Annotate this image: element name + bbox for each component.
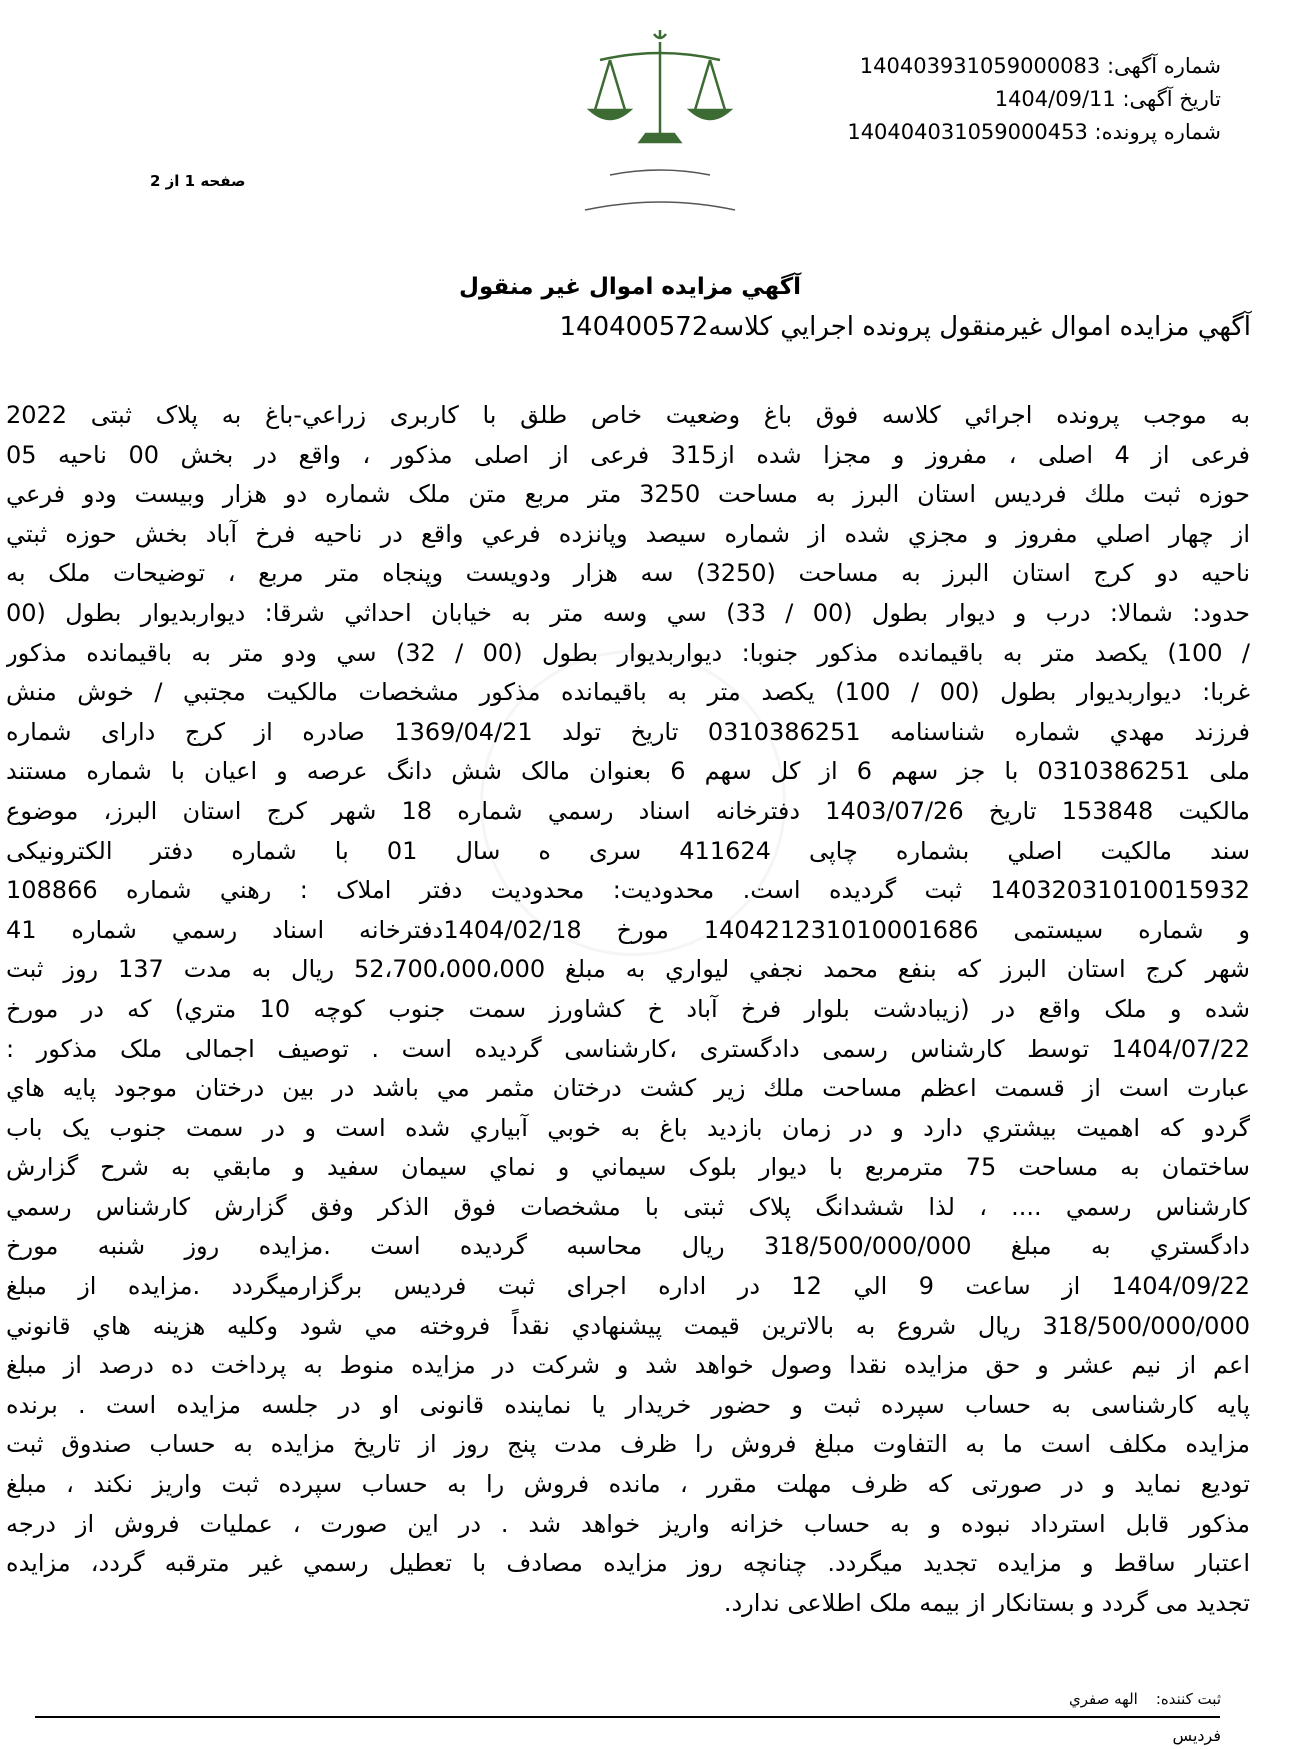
body-line: فرعی از 4 اصلی ، مفروز و مجزا شده از315 فرعی از اصلی مذکور ، واقع در بخش 00 ناحیه 05 xyxy=(6,440,1250,469)
body-line: و شماره سیستمی 140421231010001686 مورخ 1404/02/18دفترخانه اسناد رسمي شماره 41 xyxy=(6,915,1250,944)
body-line: از چهار اصلي مفروز و مجزي شده از شماره سيصد وپانزده فرعي واقع در ناحيه فرخ آباد بخش حوزه ثبتي xyxy=(6,519,1250,548)
body-line: كارشناس رسمي .... ، لذا ششدانگ پلاک ثبتی با مشخصات فوق الذكر وفق گزارش کارشناس رسمي xyxy=(6,1192,1250,1221)
body-line: حدود: شمالا: درب و ديوار بطول (00 / 33) سي وسه متر به خيابان احداثي شرقا: ديواربديوار بطول (00 xyxy=(6,598,1250,627)
body-line: شهر كرج استان البرز كه بنفع محمد نجفي ليواري به مبلغ 52،700،000،000 ريال به مدت 137 روز ثبت xyxy=(6,955,1250,984)
notice-date: 1404/09/11 xyxy=(994,87,1116,111)
body-line: تجديد می گردد و بستانكار از بيمه ملک اطلاعی ندارد. xyxy=(723,1588,1250,1617)
notice-header xyxy=(847,50,1221,149)
body-line: گردو كه اهميت بيشتري دارد و در زمان بازديد باغ به خوبي آبياري شده است و در سمت جنوب یک باب xyxy=(6,1113,1250,1142)
notice-body xyxy=(6,396,1250,1623)
footer-city: فرديس xyxy=(1172,1726,1221,1745)
body-line: عبارت است از قسمت اعظم مساحت ملك زير كشت درختان مثمر مي باشد در بين درختان موجود پايه هاي xyxy=(6,1074,1250,1103)
body-line: غربا: ديواربديوار بطول (00 / 100) يكصد متر به باقيمانده مذكور مشخصات مالكيت مجتبي / خوش منش xyxy=(6,678,1250,707)
judiciary-logo xyxy=(570,20,750,220)
file-number-row xyxy=(847,116,1221,149)
footer-divider xyxy=(35,1716,1220,1718)
notice-date-label: تاریخ آگهی: xyxy=(1122,87,1221,111)
file-number-label: شماره پرونده: xyxy=(1094,120,1221,144)
body-line: 318/500/000/000 ريال شروع به بالاترين قيمت پيشنهادي نقداً فروخته مي شود وكليه هزينه هاي قانوني xyxy=(6,1311,1250,1340)
body-line: 14032031010015932 ثبت گرديده است. محدوديت: محدوديت دفتر املاک : رهني شماره 108866 xyxy=(6,876,1250,905)
body-line: پايه كارشناسی به حساب سپرده ثبت و حضور خريدار يا نماينده قانونی او در جلسه مزايده است . برنده xyxy=(6,1390,1250,1419)
body-line: توديع نمايد و در صورتی كه ظرف مهلت مقرر ، مانده فروش را به حساب سپرده ثبت واريز نكند ، مبلغ xyxy=(6,1470,1250,1499)
body-line: مالكيت 153848 تاريخ 1403/07/26 دفترخانه اسناد رسمي شماره 18 شهر كرج استان البرز، موضوع xyxy=(6,796,1250,825)
body-line: 1404/07/22 توسط كارشناس رسمی دادگستری ،کارشناسی گرديده است . توصيف اجمالی ملک مذکور : xyxy=(6,1034,1250,1063)
notice-number: 14040393105900008​3 xyxy=(859,54,1101,78)
body-line: به موجب پرونده اجرائي كلاسه فوق باغ وضعيت خاص طلق با كاربری زراعي-باغ به پلاک ثبتی 2022 xyxy=(6,401,1250,429)
notice-number-row xyxy=(847,50,1221,83)
body-line: اعم از نيم عشر و حق مزايده نقدا وصول خواهد شد و شرکت در مزايده منوط به پرداخت ده درصد از مبلغ xyxy=(6,1351,1250,1380)
body-line: ناحيه دو كرج استان البرز به مساحت (3250) سه هزار ودويست وپنجاه متر مربع ، توضيحات ملک به xyxy=(6,559,1250,588)
notice-number-label: شماره آگهی: xyxy=(1106,54,1221,78)
body-line: شده و ملک واقع در (زيبادشت بلوار فرخ آباد خ كشاورز سمت جنوب كوچه 10 متري) كه در مورخ xyxy=(6,994,1250,1023)
registrar-name: الهه صفري xyxy=(1069,1690,1138,1708)
body-line: اعتبار ساقط و مزايده تجديد ميگردد. چنانچه روز مزايده مصادف با تعطيل رسمي غير مترقبه گردد، مزايده xyxy=(6,1549,1250,1578)
file-number: 140404031059000453 xyxy=(847,120,1088,144)
notice-date-row xyxy=(847,83,1221,116)
body-line: فرزند مهدي شماره شناسنامه 0310386251 تاريخ تولد 1369/04/21 صادره از کرج دارای شماره xyxy=(6,717,1250,746)
registrar-label: ثبت کننده: xyxy=(1155,1690,1221,1708)
body-line: ساختمان به مساحت 75 مترمربع با ديوار بلوک سيماني و نماي سيمان سفيد و مابقي به شرح گزارش xyxy=(6,1153,1250,1182)
body-line: حوزه ثبت ملك فرديس استان البرز به مساحت 3250 متر مربع متن ملک شماره دو هزار وبيست ودو فرعي xyxy=(6,480,1250,509)
body-line: دادگستري به مبلغ 318/500/000/000 ريال محاسبه گرديده است .مزايده روز شنبه مورخ xyxy=(6,1232,1250,1261)
body-line: مزايده مكلف است ما به التفاوت مبلغ فروش را ظرف مدت پنج روز از تاريخ مزايده به حساب صندوق ثبت xyxy=(6,1430,1250,1459)
registrar xyxy=(1051,1690,1221,1708)
body-line: / 100) يكصد متر به باقيمانده مذكور جنوبا: ديواربديوار بطول (00 / 32) سي ودو متر به باقيمانده مذكور xyxy=(6,638,1250,667)
body-line: ملی 0310386251 با جز سهم 6 از کل سهم 6 بعنوان مالک شش دانگ عرصه و اعيان با شماره مستند xyxy=(6,757,1250,786)
body-line: مذكور قابل استرداد نبوده و به حساب خزانه واريز خواهد شد . در اين صورت ، عمليات فروش از درجه xyxy=(6,1509,1250,1538)
body-line: سند مالكيت اصلي بشماره چاپی 411624 سری ه سال 01 با شماره دفتر الکترونیکی xyxy=(6,836,1250,865)
body-line: 1404/09/22 از ساعت 9 الي 12 در اداره اجرای ثبت فرديس برگزارميگردد .مزايده از مبلغ xyxy=(6,1272,1250,1301)
page-indicator: صفحه 1 از 2 xyxy=(150,172,246,190)
document-title: آگهي مزايده اموال غير منقول xyxy=(458,274,802,300)
document-subtitle: آگهي مزايده اموال غيرمنقول پرونده اجرايي كلاسه140400572 xyxy=(559,312,1251,342)
